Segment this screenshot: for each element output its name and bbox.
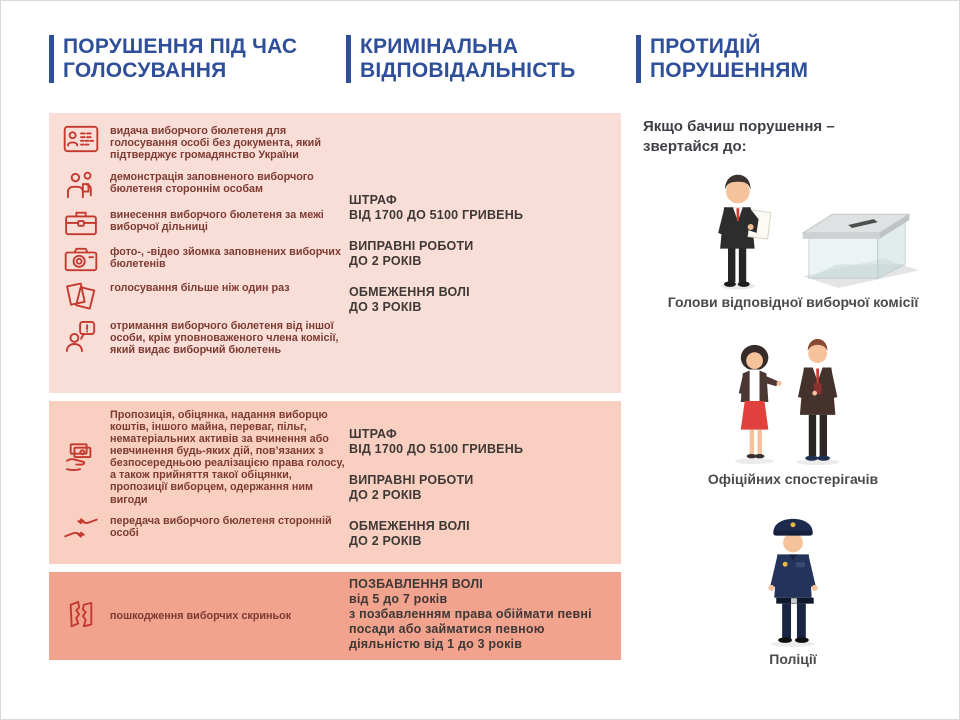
violations-block-1: [49, 113, 621, 393]
money-hand-icon: [61, 442, 101, 472]
contact-observers: [643, 336, 943, 487]
penalty: [349, 239, 611, 269]
penalty-title: ВИПРАВНІ РОБОТИ: [349, 239, 474, 253]
violation-row: [61, 246, 353, 272]
penalty: [349, 473, 611, 503]
penalty-title: ШТРАФ: [349, 193, 397, 207]
penalty-detail: ДО 2 РОКІВ: [349, 488, 422, 502]
violation-row: [61, 320, 353, 356]
violation-row: [61, 209, 353, 236]
penalty-title: ОБМЕЖЕННЯ ВОЛІ: [349, 519, 470, 533]
penalty-detail-2: з позбавленням права обіймати певні посади або займатися певною діяльністю від 1 до 3 років: [349, 607, 592, 651]
penalties-list: [349, 193, 611, 331]
violation-row: [61, 409, 353, 506]
header-violations: [49, 35, 297, 83]
hands-pass-icon: [61, 514, 101, 540]
violation-text: демонстрація заповненого виборчого бюлетеня стороннім особам: [110, 171, 314, 196]
ballots-icon: [61, 282, 101, 310]
penalty-title: ВИПРАВНІ РОБОТИ: [349, 473, 474, 487]
violations-list: [61, 409, 353, 540]
violation-text: передача виборчого бюлетеня сторонній особі: [110, 514, 332, 539]
contact-police: [643, 511, 943, 667]
violation-text: видача виборчого бюлетеня для голосування особі без документа, який підтверджує громадянство України: [110, 125, 321, 162]
penalty-detail: ДО 2 РОКІВ: [349, 534, 422, 548]
people-icon: [61, 171, 101, 199]
header-violations-text: ПОРУШЕННЯ ПІД ЧАС ГОЛОСУВАННЯ: [63, 35, 298, 82]
violations-block-2: [49, 401, 621, 564]
police-illustration: [643, 511, 943, 649]
contact-commission-head: [643, 162, 943, 310]
penalty-detail: ДО 3 РОКІВ: [349, 300, 422, 314]
penalty-detail: від 5 до 7 років: [349, 592, 448, 606]
violations-list: [61, 125, 353, 356]
violation-text: отримання виборчого бюлетеня від іншої особи, крім уповноваженого члена комісії, який видає виборчий бюлетень: [110, 320, 339, 357]
contact-label: Голови відповідної виборчої комісії: [667, 294, 919, 310]
penalty-title: ОБМЕЖЕННЯ ВОЛІ: [349, 285, 470, 299]
commission-head-illustration: [643, 162, 943, 292]
header-counteraction: [636, 35, 808, 83]
penalty-title: ШТРАФ: [349, 427, 397, 441]
camera-icon: [61, 246, 101, 272]
violations-list: [61, 598, 353, 634]
violation-row: [61, 125, 353, 161]
penalty-title: ПОЗБАВЛЕННЯ ВОЛІ: [349, 577, 483, 591]
contact-label: Офіційних спостерігачів: [707, 471, 879, 487]
penalty: [349, 193, 611, 223]
header-accent-bar: [636, 35, 641, 83]
penalty-detail: ДО 2 РОКІВ: [349, 254, 422, 268]
penalty-detail: ВІД 1700 ДО 5100 ГРИВЕНЬ: [349, 442, 524, 456]
violation-text: пошкодження виборчих скриньок: [110, 609, 292, 622]
violation-row: [61, 598, 353, 634]
violation-text: винесення виборчого бюлетеня за межі виборчої дільниці: [110, 209, 324, 234]
briefcase-icon: [61, 209, 101, 236]
id-card-icon: [61, 125, 101, 161]
header-accent-bar: [49, 35, 54, 83]
penalties-list: [349, 427, 611, 565]
header-criminal-liability-text: КРИМІНАЛЬНА ВІДПОВІДАЛЬНІСТЬ: [360, 35, 576, 82]
penalty-detail: ВІД 1700 ДО 5100 ГРИВЕНЬ: [349, 208, 524, 222]
penalty: [349, 519, 611, 549]
violation-text: фото-, -відео зйомка заповнених виборчих бюлетенів: [110, 246, 341, 271]
penalty: [349, 285, 611, 315]
broken-box-icon: [61, 598, 101, 634]
person-alert-icon: [61, 320, 101, 356]
penalty: [349, 427, 611, 457]
contacts-prompt: Якщо бачиш порушення – звертайся до:: [643, 118, 835, 155]
penalties-list: [349, 577, 611, 668]
violation-row: [61, 282, 353, 310]
header-accent-bar: [346, 35, 351, 83]
violations-block-3: [49, 572, 621, 660]
contacts-column: [643, 117, 943, 667]
violation-row: [61, 514, 353, 540]
penalty: [349, 577, 611, 652]
violation-text: голосування більше ніж один раз: [110, 282, 290, 295]
contact-label: Поліції: [769, 651, 817, 667]
observers-illustration: [643, 336, 943, 469]
header-criminal-liability: [346, 35, 575, 83]
violation-row: [61, 171, 353, 199]
violation-text: Пропозиція, обіцянка, надання виборцю коштів, іншого майна, переваг, пільг, нематеріальних активів за вчинення або невчинення будь-яких дій, пов’язаних з безпосередньою реалізацією права голосу, а також прийняття такої обіцянки, пропозиції виборцем, одержання ним вигоди: [110, 409, 345, 506]
header-counteraction-text: ПРОТИДІЙ ПОРУШЕННЯМ: [650, 35, 809, 82]
